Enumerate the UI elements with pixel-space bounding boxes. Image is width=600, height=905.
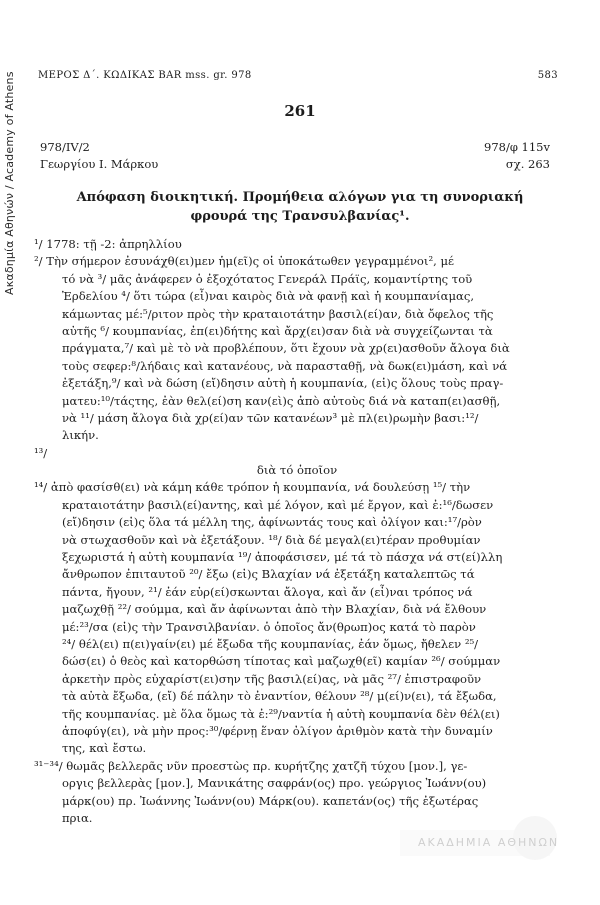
body-line: ξεχωριστά ἡ αὐτὴ κουμπανία ¹⁹/ ἀποφάσισεν, μέ τά τὸ πάσχα νά στ(εί)λλη [62,550,503,565]
page-number: 583 [537,70,558,81]
reference-row-2 [40,157,550,171]
body-line: της, καὶ ἔστω. [62,741,147,756]
body-line: ἀποφύγ(ει), νὰ μὴν προς:³⁰/φέρνῃ ἕναν ὀλίγον ἀριθμὸν κατὰ τὴν δυναμίν [62,723,493,738]
body-line: αὐτῆς ⁶/ κουμπανίας, ἐπ(ει)δήτης καὶ ἄρχ(ει)σαν διὰ νὰ συγχείζωνται τὰ [62,323,493,338]
body-line: τῆς κουμπανίας. μὲ ὅλα ὅμως τὰ ἐ:²⁹/ναντία ἡ αὐτὴ κουμπανία δὲν θέλ(ει) [62,706,500,721]
body-line: ¹⁴/ ἀπὸ φασίσθ(ει) νὰ κάμη κάθε τρόπον ἡ κουμπανία, νά δουλεύσῃ ¹⁵/ τὴν [34,480,471,495]
body-line: νὰ ¹¹/ μάση ἄλογα διὰ χρ(εί)αν τῶν κατανέων³ μὲ πλ(ει)ρωμὴν βασι:¹²/ [62,410,479,425]
body-line: πάντα, ἤγουν, ²¹/ ἐάν εὑρ(εί)σκωνται ἄλογα, καὶ ἄν (εἶ)ναι τρόπος νά [62,584,473,599]
academy-stamp-text: ΑΚΑΔΗΜΙΑ ΑΘΗΝΩΝ [418,836,560,849]
title-line: φρουρά της Τρανσυλβανίας¹. [190,209,410,224]
body-line: διὰ τό ὁποῖον [256,463,338,478]
document-number: 261 [284,102,316,120]
body-line: ἐξετάξη,⁹/ καὶ νὰ δώση (εἴ)δησιν αὐτὴ ἡ κουμπανία, (εἰ)ς ὅλους τοὺς πραγ- [62,376,504,391]
body-line: πρια. [62,810,93,825]
body-line: ἄνθρωπον ἐπιταυτοῦ ²⁰/ ἔξω (εἰ)ς Βλαχίαν νά ἐξετάξη καταλεπτῶς τά [62,567,475,582]
body-line: ματευ:¹⁰/τάςτης, ἐὰν θελ(εί)ση καν(εὶ)ς ἀπὸ αὐτοὺς διά νὰ καταπ(ει)ασθῇ, [62,393,501,408]
shelfmark: 978/IV/2 [40,140,90,154]
body-line: ²⁴/ θέλ(ει) π(ει)γαίν(ει) μέ ἔξωδα τῆς κουμπανίας, ἐάν ὅμως, ἤθελεν ²⁵/ [62,636,479,651]
author-name: Γεωργίου Ι. Μάρκου [40,157,159,171]
body-line: οργις βελλερὰς [μον.], Μανικάτης σαφράν(ος) προ. γεώργιος Ἰωάνν(ου) [62,776,487,791]
body-line: μαζωχθῇ ²²/ σούμμα, καὶ ἄν ἀφίνωνται ἀπὸ τὴν Βλαχίαν, διὰ νά ἔλθουν [62,602,487,617]
body-line: κραταιοτάτην βασιλ(εί)αντης, καὶ μέ λόγον, καὶ μέ ἔργον, καὶ ἐ:¹⁶/δωσεν [62,497,494,512]
body-line: ¹³/ [34,445,48,460]
body-line: τό νὰ ³/ μᾶς ἀνάφερεν ὁ ἐξοχότατος Γενεράλ Πράϊς, κομαντίρτης τοῦ [62,271,473,286]
body-line: μέ:²³/σα (εἰ)ς τὴν Τρανσιλβανίαν. ὁ ὁποῖος ἄν(θρωπ)ος κατά τὸ παρὸν [62,619,476,634]
body-line: (εἴ)δησιν (εἰ)ς ὅλα τά μέλλη της, ἀφίνωντάς τους καὶ ὀλίγον και:¹⁷/ρὸν [62,515,482,530]
body-line: Ἐρδελίου ⁴/ ὅτι τώρα (εἶ)ναι καιρὸς διὰ νὰ φανῇ καὶ ἡ κουμπανίαμας, [62,289,475,304]
running-head-left: ΜΕΡΟΣ Δ΄. ΚΩΔΙΚΑΣ BAR mss. gr. 978 [38,70,252,81]
figure-reference: σχ. 263 [505,157,550,171]
title-line: Απόφαση διοικητική. Προμήθεια αλόγων για τη συνοριακή [76,190,524,205]
body-line: ἀρκετὴν πρὸς εὐχαρίστ(ει)σην τῆς βασιλ(εί)ας, νὰ μᾶς ²⁷/ ἐπιστραφοῦν [62,671,482,686]
body-line: τὰ αὐτὰ ἔξωδα, (εἴ) δέ πάλην τὸ ἐναντίον, θέλουν ²⁸/ μ(εί)ν(ει), τά ἔξωδα, [62,689,497,704]
folio-reference: 978/φ 115v [484,140,550,154]
body-line: μάρκ(ου) πρ. Ἰωάννης Ἰωάνν(ου) Μάρκ(ου). καπετάν(ος) τῆς ἐξωτέρας [62,793,479,808]
body-line: λικήν. [62,428,99,443]
running-head [38,70,558,81]
body-line: δώσ(ει) ὁ θεὸς καὶ κατορθώση τίποτας καὶ μαζωχθ(εῖ) καμίαν ²⁶/ σούμμαν [62,654,501,669]
body-line: κάμωντας μέ:⁵/ριτον πρὸς τὴν κραταιοτάτην βασιλ(εί)αν, διὰ ὄφελος τῆς [62,306,494,321]
document-title [60,188,540,226]
body-line: ³¹⁻³⁴/ θωμᾶς βελλερᾶς νῦν προεστὼς πρ. κυρήτζης χατζῆ τύχου [μον.], γε- [34,758,468,773]
body-line: πράγματα,⁷/ καὶ μὲ τὸ νὰ προβλέπουν, ὅτι ἔχουν νὰ χρ(ει)ασθοῦν ἄλογα διὰ [62,341,510,356]
body-line: νὰ στωχασθοῦν καὶ νὰ ἐξετάξουν. ¹⁸/ διὰ δέ μεγαλ(ει)τέραν προθυμίαν [62,532,481,547]
body-line: ²/ Τὴν σήμερον ἐσυνάχθ(ει)μεν ἡμ(εῖ)ς οἱ ὑποκάτωθεν γεγραμμένοι², μέ [34,254,455,269]
body-line: τοὺς σεφερ:⁸/λήδαις καὶ κατανέους, νὰ παρασταθῇ, νὰ δωκ(ει)μάση, καὶ νά [62,358,508,373]
reference-row-1 [40,140,550,154]
body-line: ¹/ 1778: τῇ -2: ἀπρηλλίου [34,237,182,251]
archive-watermark: Ακαδημία Αθηνών / Academy of Athens [3,71,16,295]
document-body [34,236,560,827]
